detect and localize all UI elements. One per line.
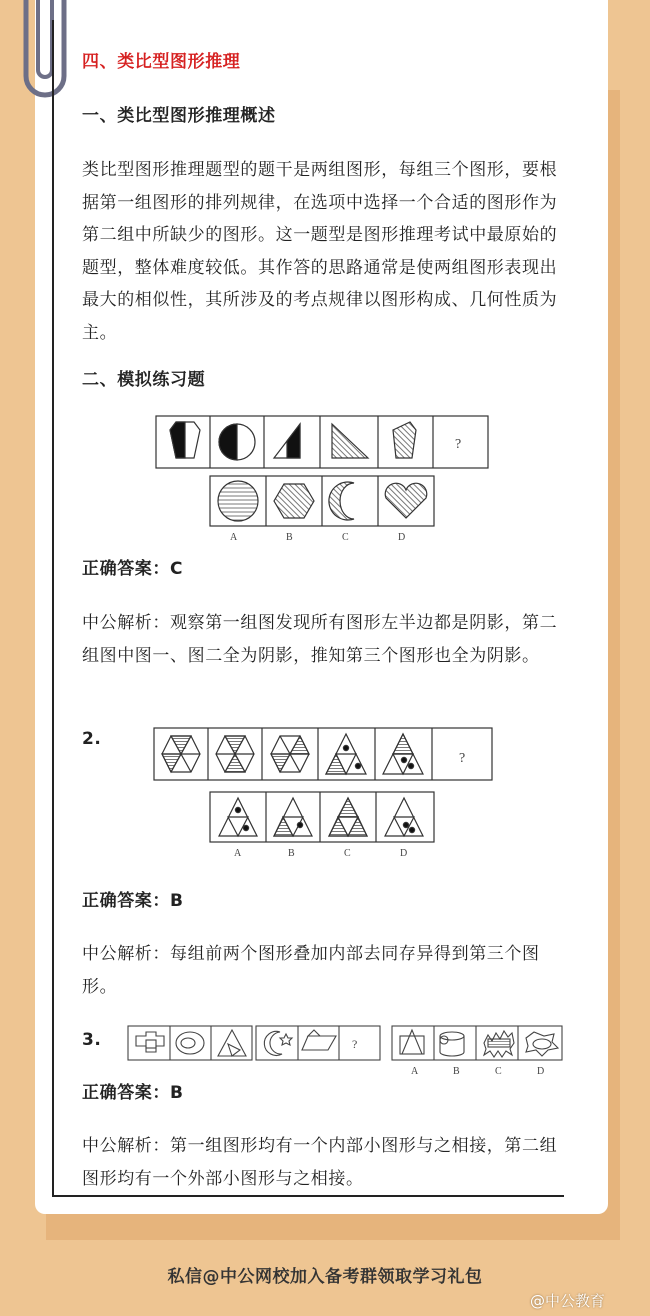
footer-cta[interactable]: 私信@中公网校加入备考群领取学习礼包 [167,1267,483,1287]
question-1-analysis: 中公解析：观察第一组图发现所有图形左半边都是阴影，第二组图中图一、图二全为阴影，推知第三个图形也全为阴影。 [82,613,558,666]
margin-line [52,20,54,1196]
question-1-figure [150,410,500,545]
option-a-label: A [234,848,242,859]
option-c-label: C [495,1066,502,1077]
option-d-label: D [537,1066,545,1077]
option-d-label: D [398,532,406,543]
question-2-number: 2. [82,729,102,749]
option-a-label: A [411,1066,419,1077]
question-mark: ? [352,1037,358,1051]
option-b-label: B [288,848,295,859]
option-b-label: B [286,532,293,543]
question-mark: ? [459,751,466,766]
subheading-practice: 二、模拟练习题 [82,370,206,390]
question-mark: ? [455,437,462,452]
paperclip-icon [20,0,70,100]
watermark: @中公教育 [530,1292,606,1310]
option-c-label: C [344,848,351,859]
question-3-answer: 正确答案：B [82,1083,184,1103]
option-d-label: D [400,848,408,859]
option-b-label: B [453,1066,460,1077]
question-1-answer: 正确答案：C [82,559,184,579]
question-2-answer: 正确答案：B [82,891,184,911]
option-c-label: C [342,532,349,543]
bottom-rule [52,1195,564,1197]
question-2-analysis: 中公解析：每组前两个图形叠加内部去同存异得到第三个图形。 [82,944,540,997]
question-3-number: 3. [82,1030,102,1050]
question-2-figure [148,722,498,862]
option-a-label: A [230,532,238,543]
subheading-overview: 一、类比型图形推理概述 [82,106,276,126]
question-3-figure [122,1016,572,1086]
overview-paragraph: 类比型图形推理题型的题干是两组图形，每组三个图形，要根据第一组图形的排列规律，在选项中选择一个合适的图形作为第二组中所缺少的图形。这一题型是图形推理考试中最原始的题型，整体难度较低。其作答的思路通常是使两组图形表现出最大的相似性，其所涉及的考点规律以图形构成、几何性质为主。 [82,160,558,343]
section-title: 四、类比型图形推理 [82,52,241,72]
question-3-analysis: 中公解析：第一组图形均有一个内部小图形与之相接，第二组图形均有一个外部小图形与之相接。 [82,1136,558,1189]
